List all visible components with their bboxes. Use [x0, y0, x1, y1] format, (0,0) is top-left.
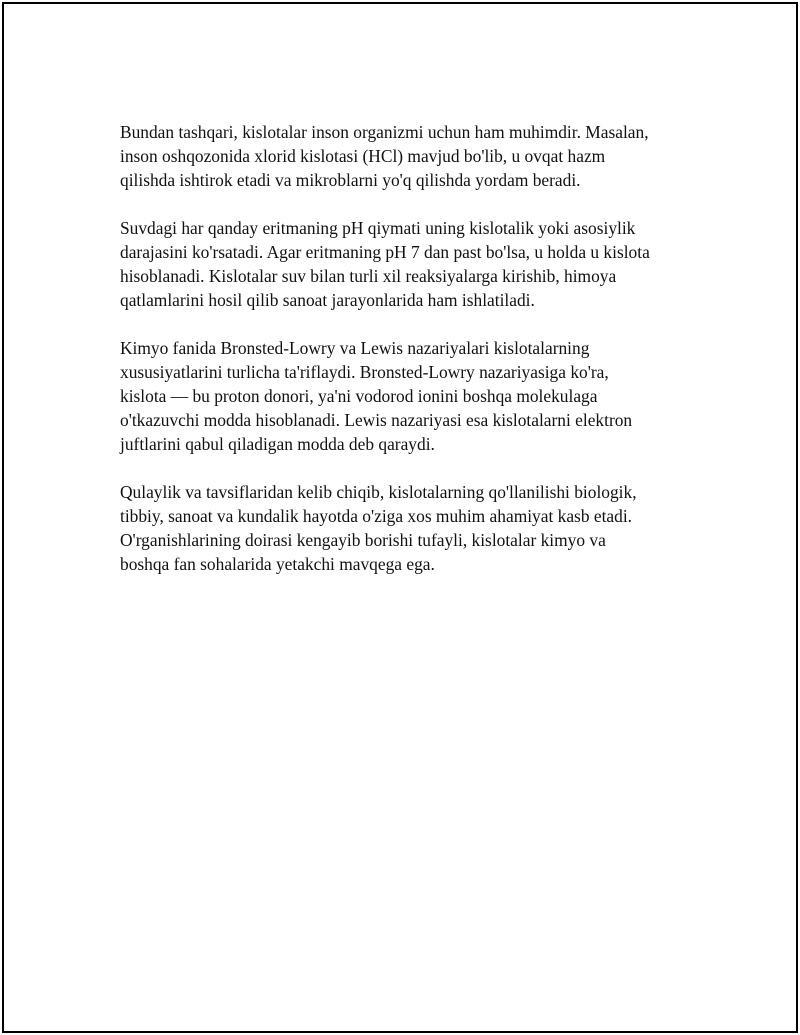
- paragraph-line: hisoblanadi. Kislotalar suv bilan turli xil reaksiyalarga kirishib, himoya: [120, 266, 617, 286]
- document-page: [2, 2, 798, 1033]
- document-body: [120, 120, 692, 600]
- paragraph-line: boshqa fan sohalarida yetakchi mavqega ega.: [120, 554, 435, 574]
- paragraph-line: kislota — bu proton donori, ya'ni vodorod ionini boshqa molekulaga: [120, 386, 598, 406]
- paragraph-line: tibbiy, sanoat va kundalik hayotda o'ziga xos muhim ahamiyat kasb etadi.: [120, 506, 633, 526]
- paragraph-line: inson oshqozonida xlorid kislotasi (HCl) mavjud bo'lib, u ovqat hazm: [120, 146, 606, 166]
- paragraph-2: [120, 216, 692, 312]
- paragraph-3: [120, 336, 692, 456]
- paragraph-line: o'tkazuvchi modda hisoblanadi. Lewis nazariyasi esa kislotalarni elektron: [120, 410, 633, 430]
- paragraph-line: Kimyo fanida Bronsted-Lowry va Lewis nazariyalari kislotalarning: [120, 338, 590, 358]
- paragraph-line: darajasini ko'rsatadi. Agar eritmaning pH 7 dan past bo'lsa, u holda u kislota: [120, 242, 650, 262]
- paragraph-line: juftlarini qabul qiladigan modda deb qaraydi.: [120, 434, 435, 454]
- paragraph-line: xususiyatlarini turlicha ta'riflaydi. Bronsted-Lowry nazariyasiga ko'ra,: [120, 362, 609, 382]
- paragraph-line: qatlamlarini hosil qilib sanoat jarayonlarida ham ishlatiladi.: [120, 290, 535, 310]
- paragraph-1: [120, 120, 692, 192]
- paragraph-line: Suvdagi har qanday eritmaning pH qiymati uning kislotalik yoki asosiylik: [120, 218, 636, 238]
- paragraph-line: qilishda ishtirok etadi va mikroblarni yo'q qilishda yordam beradi.: [120, 170, 581, 190]
- paragraph-line: O'rganishlarining doirasi kengayib borishi tufayli, kislotalar kimyo va: [120, 530, 606, 550]
- paragraph-line: Qulaylik va tavsiflaridan kelib chiqib, kislotalarning qo'llanilishi biologik,: [120, 482, 637, 502]
- paragraph-4: [120, 480, 692, 576]
- paragraph-line: Bundan tashqari, kislotalar inson organizmi uchun ham muhimdir. Masalan,: [120, 122, 649, 142]
